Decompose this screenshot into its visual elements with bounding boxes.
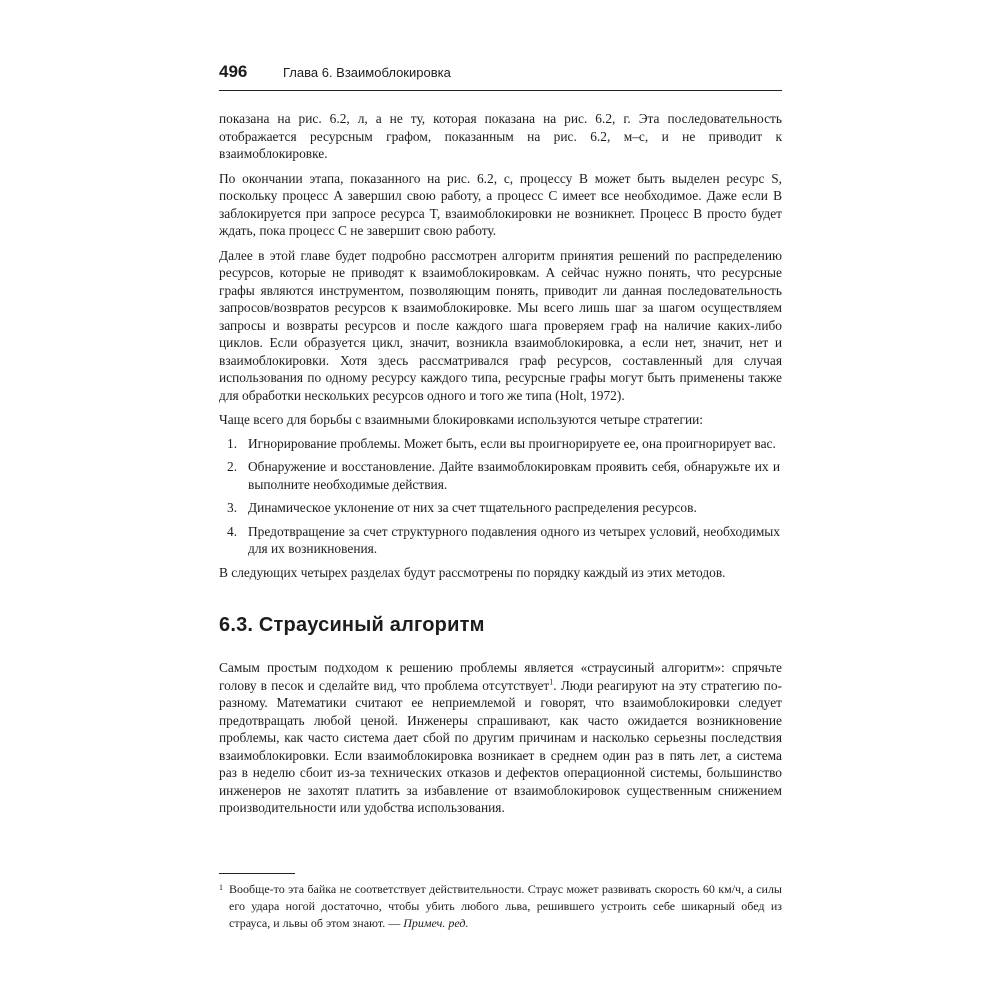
editor-note: Примеч. ред.	[403, 916, 469, 930]
list-text: Обнаружение и восстановление. Дайте взаимоблокировкам проявить себя, обнаружьте их и выполните необходимые действия.	[248, 459, 780, 492]
paragraph: В следующих четырех разделах будут рассмотрены по порядку каждый из этих методов.	[219, 564, 726, 580]
paragraph: показана на рис. 6.2, л, а не ту, которая показана на рис. 6.2, г. Эта последовательность отображается ресурсным графом, показанным на рис. 6.2, м–с, и не приводит к взаимоблокировке.	[219, 111, 782, 161]
section-paragraph	[219, 659, 782, 817]
page-number: 496	[219, 62, 248, 81]
footnote-reference[interactable]: 1	[549, 677, 554, 687]
list-number: 1.	[227, 435, 238, 451]
section-text-part1: Самым простым подходом к решению проблемы является «страусиный алгоритм»: спрячьте голову в песок и сделайте вид, что проблема отсутствует	[219, 660, 782, 693]
list-item	[219, 458, 782, 493]
chapter-title: Глава 6. Взаимоблокировка	[283, 65, 451, 80]
footnote-divider	[219, 873, 295, 874]
strategies-list	[219, 435, 782, 558]
footnote-mark: 1	[219, 883, 223, 892]
list-text: Предотвращение за счет структурного подавления одного из четырех условий, необходимых для их возникновения.	[248, 523, 780, 556]
section-heading: 6.3. Страусиный алгоритм	[219, 614, 485, 636]
list-item	[219, 435, 782, 453]
footnote	[219, 881, 782, 932]
paragraph: Далее в этой главе будет подробно рассмотрен алгоритм принятия решений по распределению ресурсов, которые не приводят к взаимоблокировкам. А сейчас нужно понять, что ресурсные графы являются инструментом, позволяющим понять, приводит ли данная последовательность запросов/возвратов ресурсов к взаимоблокировке. Мы всего лишь шаг за шагом осуществляем запросы и возвраты ресурсов и после каждого шага проверяем граф на наличие каких-либо циклов. Если образуется цикл, значит, возникла взаимоблокировка, а если нет, значит, нет и взаимоблокировки. Хотя здесь рассматривался граф ресурсов, составленный для случая использования по одному ресурсу каждого типа, ресурсные графы могут быть применены также для обработки нескольких ресурсов одного и того же типа (Holt, 1972).	[219, 247, 782, 403]
list-number: 4.	[227, 523, 238, 539]
footnote-text: Вообще-то эта байка не соответствует действительности. Страус может развивать скорость 60 км/ч, а силы его удара ногой достаточно, чтобы убить любого льва, решившего устроить себе шикарный обед из страуса, и львы об этом знают. —	[229, 882, 782, 930]
list-number: 2.	[227, 459, 238, 474]
list-text: Игнорирование проблемы. Может быть, если вы проигнорируете ее, она проигнорирует вас.	[248, 435, 776, 451]
paragraph: По окончании этапа, показанного на рис. 6.2, с, процессу B может быть выделен ресурс S, поскольку процесс A завершил свою работу, а процесс C имеет все необходимое. Даже если B заблокируется при запросе ресурса T, взаимоблокировки не возникнет. Процесс B просто будет ждать, пока процесс C не завершит свою работу.	[219, 170, 782, 238]
list-number: 3.	[227, 500, 238, 515]
book-page	[219, 62, 782, 817]
list-item	[219, 523, 782, 558]
list-item	[219, 499, 782, 517]
list-text: Динамическое уклонение от них за счет тщательного распределения ресурсов.	[248, 500, 697, 515]
section-text-part2: . Люди реагируют на эту стратегию по-разному. Математики считают ее неприемлемой и говорят, что взаимоблокировки следует предотвращать любой ценой. Инженеры спрашивают, как часто ожидается возникновение проблемы, как часто система дает сбой по другим причинам и насколько серьезны последствия взаимоблокировки. Если взаимоблокировка возникает в среднем один раз в пять лет, а система раз в неделю сбоит из-за технических отказов и дефектов операционной системы, большинство инженеров не захотят платить за избавление от взаимоблокировок существенным снижением производительности или удобства использования.	[219, 677, 782, 815]
paragraph: Чаще всего для борьбы с взаимными блокировками используются четыре стратегии:	[219, 412, 704, 427]
running-header	[219, 62, 782, 91]
footnote-text-block	[219, 881, 782, 932]
